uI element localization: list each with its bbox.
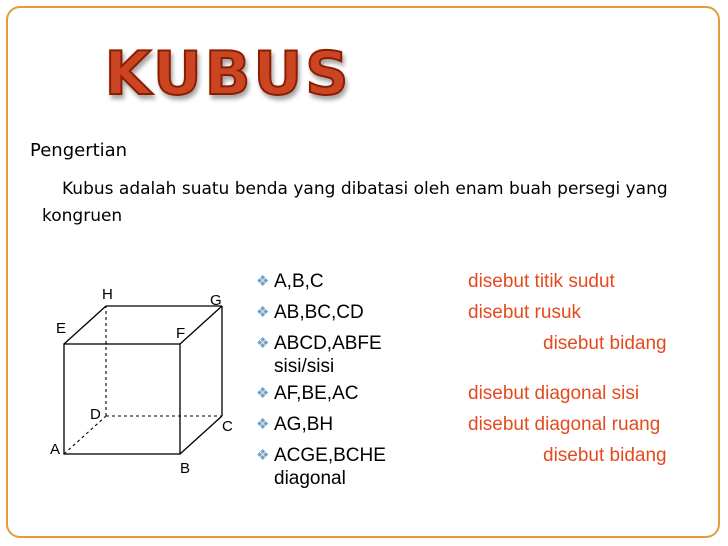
term-description: disebut rusuk (468, 302, 582, 323)
terms-list (256, 270, 724, 494)
term-description: disebut bidang (543, 445, 667, 466)
term-description-continuation: diagonal (274, 468, 346, 489)
cube-diagram (40, 278, 250, 478)
vertex-label-h: H (102, 286, 113, 303)
intro-body: Kubus adalah suatu benda yang dibatasi oleh enam buah persegi yang kongruen (42, 179, 668, 226)
vertex-label-e: E (56, 320, 67, 337)
list-item (256, 444, 724, 490)
vertex-label-f: F (176, 325, 186, 342)
list-item (256, 332, 724, 378)
vertex-label-b: B (180, 460, 191, 477)
slide-title (88, 28, 368, 112)
vertex-label-a: A (50, 441, 61, 458)
term-label: ABCD,ABFE (274, 333, 382, 354)
term-label: ACGE,BCHE (274, 445, 386, 466)
term-description: disebut bidang (543, 333, 667, 354)
term-description-continuation: sisi/sisi (274, 356, 335, 377)
list-item (256, 270, 724, 293)
term-description: disebut diagonal ruang (468, 414, 661, 435)
list-item (256, 301, 724, 324)
diamond-bullet-icon: ❖ (256, 447, 270, 464)
term-label: AB,BC,CD (274, 302, 364, 323)
diamond-bullet-icon: ❖ (256, 335, 270, 352)
cube-front-face (64, 344, 180, 454)
cube-edge-eh (64, 306, 106, 344)
diamond-bullet-icon: ❖ (256, 416, 270, 433)
cube-edge-bc (180, 416, 222, 454)
diamond-bullet-icon: ❖ (256, 273, 270, 290)
list-item (256, 382, 724, 405)
term-label: AG,BH (274, 414, 334, 435)
vertex-label-c: C (222, 418, 233, 435)
term-label: A,B,C (274, 271, 324, 292)
term-label: AF,BE,AC (274, 383, 359, 404)
vertex-label-d: D (90, 406, 101, 423)
term-description: disebut diagonal sisi (468, 383, 640, 404)
diamond-bullet-icon: ❖ (256, 385, 270, 402)
vertex-label-g: G (210, 292, 222, 309)
list-item (256, 413, 724, 436)
term-description: disebut titik sudut (468, 271, 615, 292)
cube-edge-fg (180, 306, 222, 344)
diamond-bullet-icon: ❖ (256, 304, 270, 321)
slide-title-text: KUBUS (104, 39, 352, 109)
intro-heading: Pengertian (30, 140, 128, 161)
